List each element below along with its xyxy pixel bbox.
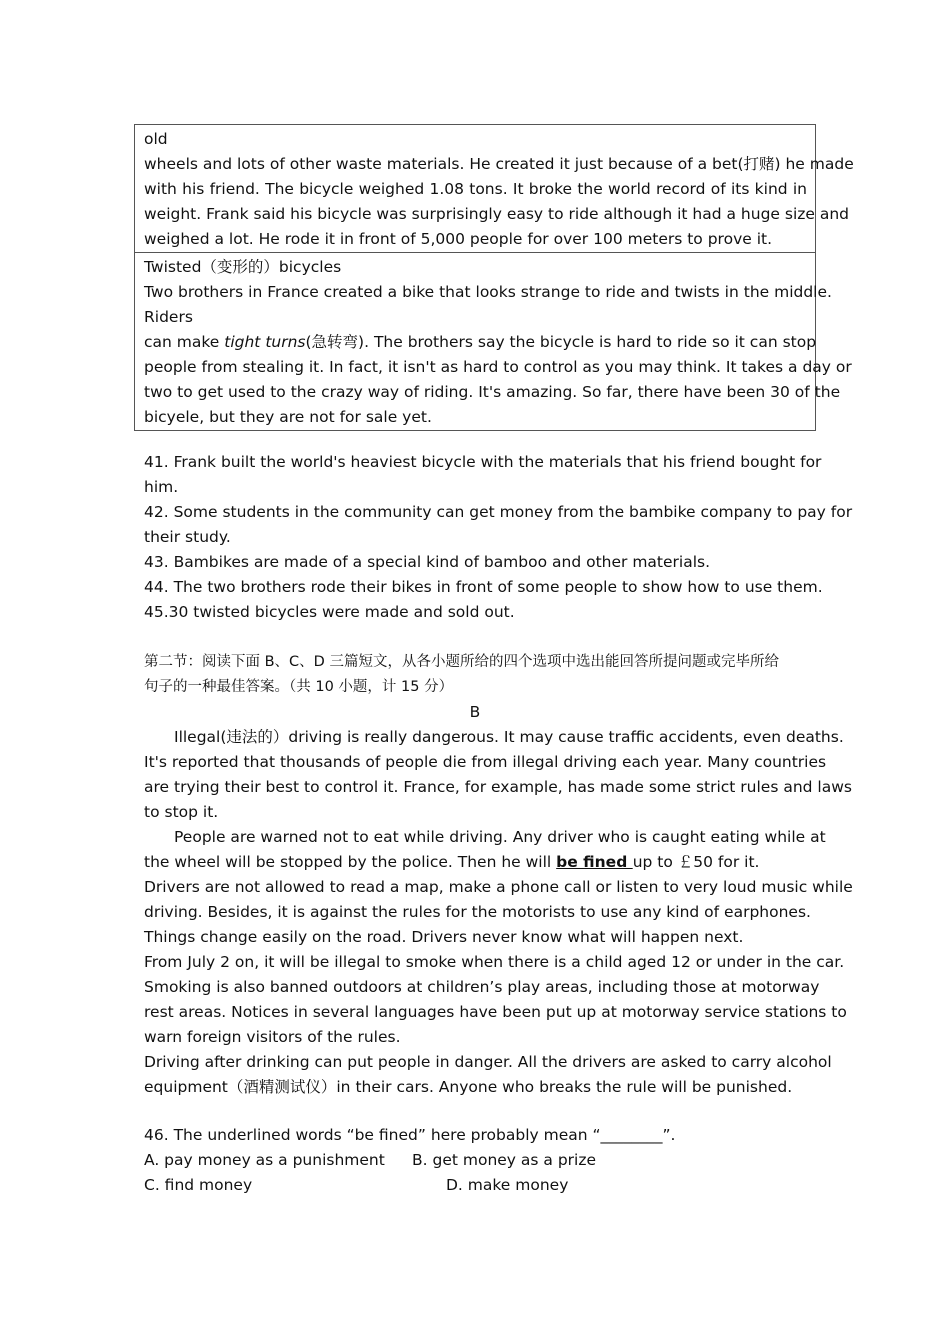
table-subtitle: Twisted（变形的）bicycles: [144, 258, 342, 276]
passage-line: warn foreign visitors of the rules.: [144, 1028, 401, 1046]
text-segment: (急转弯). The brothers say the bicycle is hard to ride so it can stop: [305, 333, 817, 351]
info-table: [134, 124, 854, 431]
underlined-words: be fined: [556, 853, 633, 871]
italic-term: tight turns: [224, 333, 306, 351]
table-cell-heavy-bicycle: [135, 125, 854, 252]
table-text-line: [144, 330, 817, 355]
table-text-line: weighed a lot. He rode it in front of 5,000 people for over 100 meters to prove it.: [144, 230, 773, 248]
option-b: B. get money as a prize: [412, 1151, 597, 1169]
passage-line: Things change easily on the road. Drivers never know what will happen next.: [144, 928, 744, 946]
table-text-line: with his friend. The bicycle weighed 1.08 tons. It broke the world record of its kind in: [144, 180, 807, 198]
question-46: [144, 1123, 806, 1198]
passage-b: [144, 700, 853, 1100]
instruction-line: 第二节：阅读下面 B、C、D 三篇短文，从各小题所给的四个选项中选出能回答所提问题或完毕所给: [144, 654, 779, 670]
passage-line: driving. Besides, it is against the rules for the motorists to use any kind of earphones.: [144, 903, 811, 921]
table-text-line: two to get used to the crazy way of riding. It's amazing. So far, there have been 30 of the: [144, 383, 841, 401]
option-c: C. find money: [144, 1176, 253, 1194]
table-text-line: Two brothers in France created a bike that looks strange to ride and twists in the middle.: [144, 283, 832, 301]
statement-41: 41. Frank built the world's heaviest bicycle with the materials that his friend bought for: [144, 453, 822, 471]
instruction-line: 句子的一种最佳答案。（共 10 小题，计 15 分）: [144, 679, 454, 695]
passage-line: rest areas. Notices in several languages have been put up at motorway service stations to: [144, 1003, 847, 1021]
statement-43: 43. Bambikes are made of a special kind of bamboo and other materials.: [144, 553, 711, 571]
passage-line: It's reported that thousands of people die from illegal driving each year. Many countries: [144, 753, 827, 771]
passage-line: [144, 850, 806, 875]
table-text-line: weight. Frank said his bicycle was surprisingly easy to ride although it had a huge size and: [144, 205, 850, 223]
option-d: D. make money: [446, 1176, 569, 1194]
table-text-line: wheels and lots of other waste materials. He created it just because of a bet(打赌) he made: [144, 155, 854, 173]
table-cell-twisted-bicycles: [135, 252, 852, 430]
statement-41-cont: him.: [144, 478, 179, 496]
passage-line: are trying their best to control it. France, for example, has made some strict rules and laws: [144, 778, 852, 796]
passage-label: B: [469, 703, 481, 721]
section-2-instructions: [144, 650, 806, 700]
passage-line: Smoking is also banned outdoors at children’s play areas, including those at motorway: [144, 978, 820, 996]
passage-line: From July 2 on, it will be illegal to smoke when there is a child aged 12 or under in the car.: [144, 953, 845, 971]
question-stem: 46. The underlined words “be fined” here probably mean “________”.: [144, 1126, 676, 1144]
text-segment: can make: [144, 333, 225, 351]
passage-line: Illegal(违法的）driving is really dangerous. It may cause traffic accidents, even deaths.: [174, 728, 844, 746]
table-text-line: bicyele, but they are not for sale yet.: [144, 408, 432, 426]
table-text-line: people from stealing it. In fact, it isn't as hard to control as you may think. It takes a day or: [144, 358, 852, 376]
option-a: A. pay money as a punishment: [144, 1151, 385, 1169]
passage-line: Driving after drinking can put people in danger. All the drivers are asked to carry alcohol: [144, 1053, 832, 1071]
options-row-2: [144, 1173, 806, 1198]
statement-44: 44. The two brothers rode their bikes in front of some people to show how to use them.: [144, 578, 823, 596]
statement-42: 42. Some students in the community can get money from the bambike company to pay for: [144, 503, 853, 521]
passage-line: equipment（酒精测试仪）in their cars. Anyone who breaks the rule will be punished.: [144, 1078, 793, 1096]
statement-42-cont: their study.: [144, 528, 231, 546]
table-text-line: Riders: [144, 308, 193, 326]
text-segment: the wheel will be stopped by the police. Then he will: [144, 853, 557, 871]
options-row-1: [144, 1148, 806, 1173]
text-segment: up to ￡50 for it.: [632, 853, 760, 871]
passage-line: to stop it.: [144, 803, 219, 821]
passage-line: Drivers are not allowed to read a map, make a phone call or listen to very loud music while: [144, 878, 853, 896]
true-false-statements: [144, 450, 853, 625]
table-text-line: old: [144, 130, 168, 148]
statement-45: 45.30 twisted bicycles were made and sold out.: [144, 603, 515, 621]
passage-line: People are warned not to eat while driving. Any driver who is caught eating while at: [174, 828, 826, 846]
